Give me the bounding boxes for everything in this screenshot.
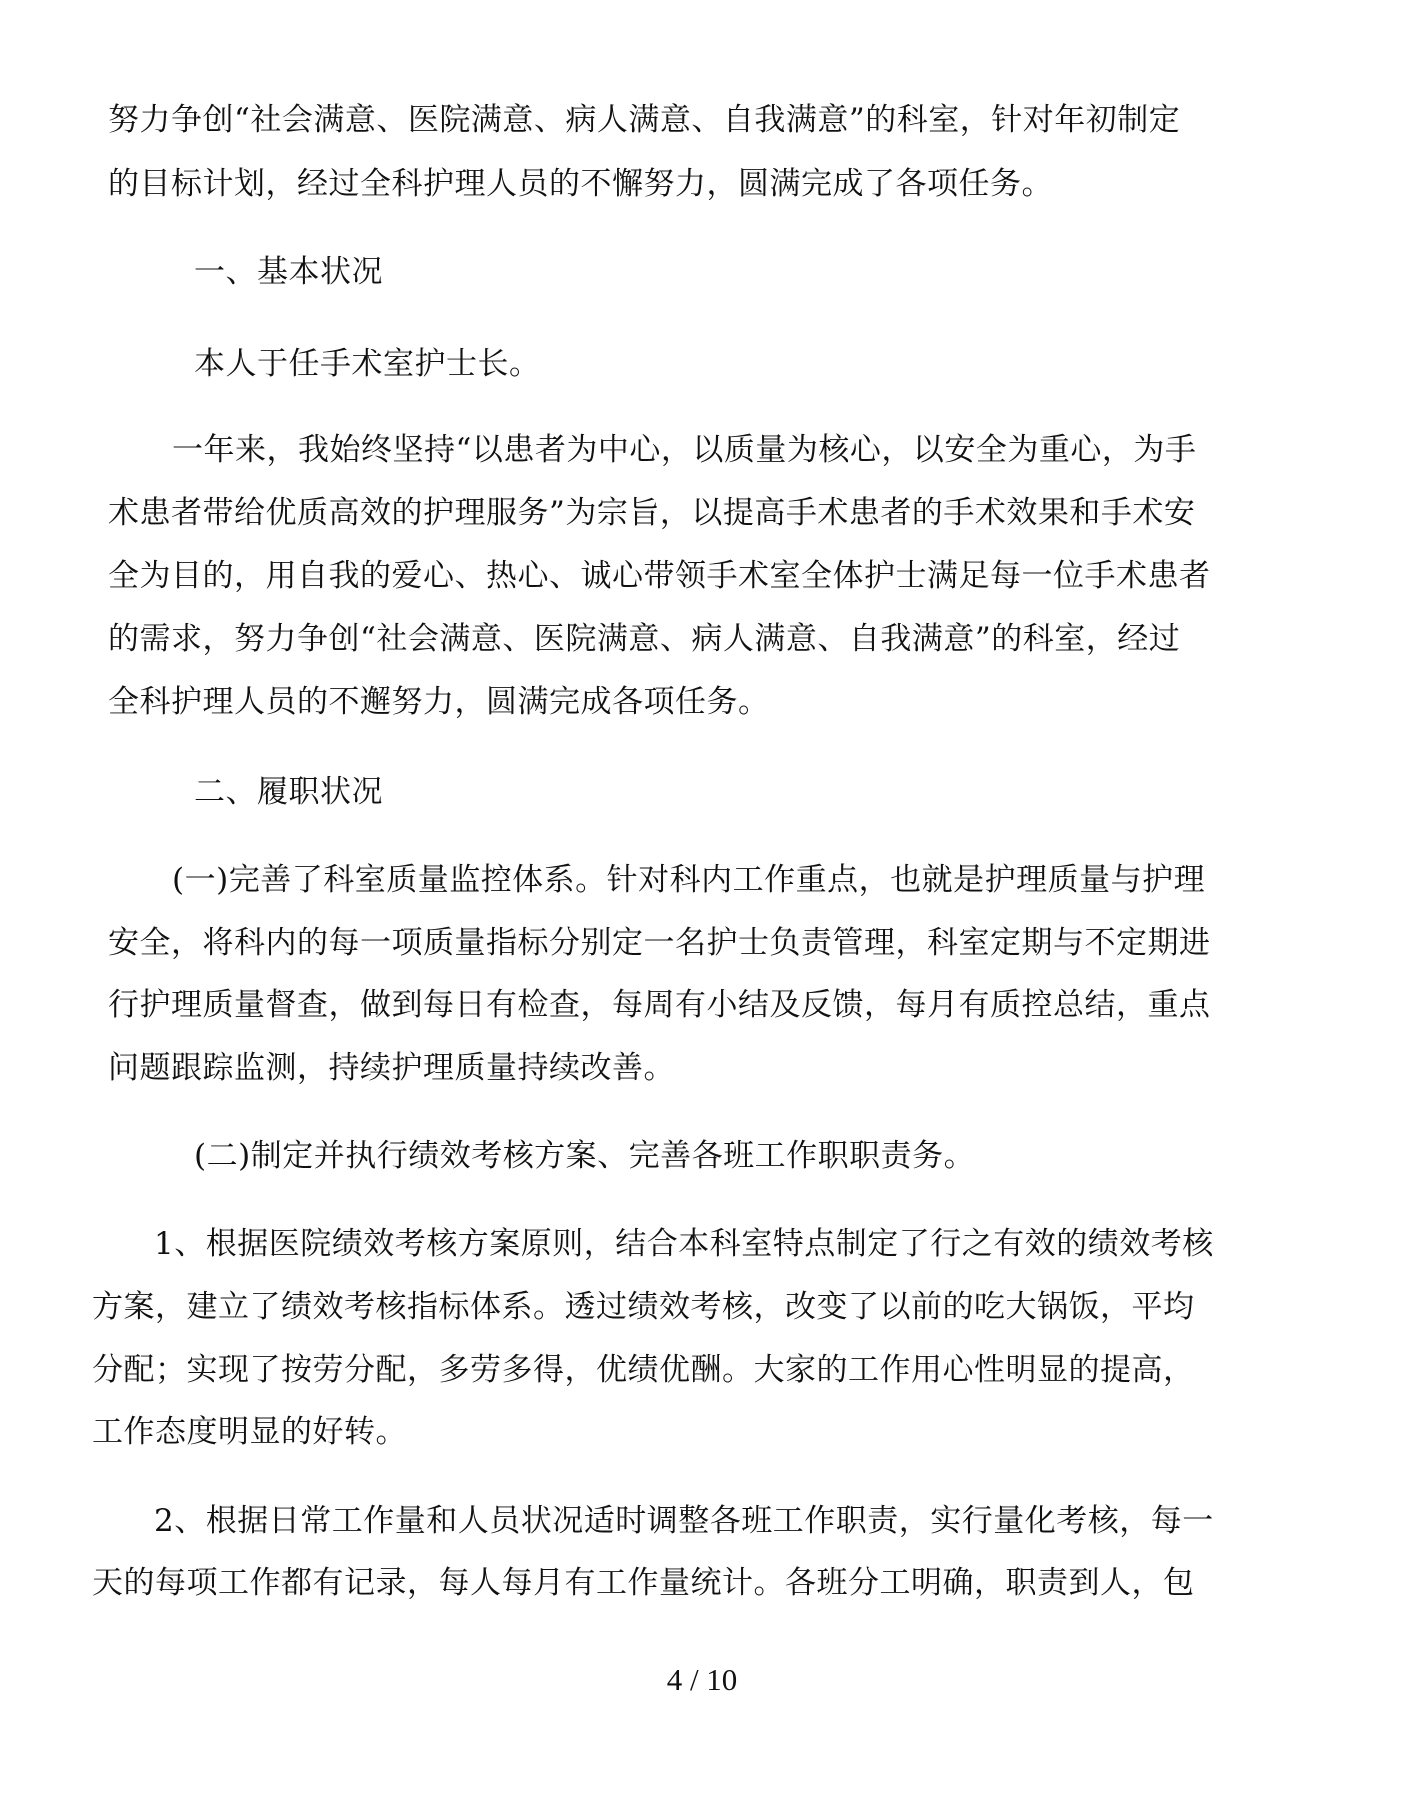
paragraph-line: 行护理质量督查，做到每日有检查，每周有小结及反馈，每月有质控总结，重点 bbox=[108, 987, 1211, 1023]
paragraph-line: 的需求，努力争创“社会满意、医院满意、病人满意、自我满意”的科室，经过 bbox=[108, 621, 1181, 657]
paragraph-line: 一年来，我始终坚持“以患者为中心，以质量为核心，以安全为重心，为手 bbox=[172, 432, 1197, 468]
page-number: 4 / 10 bbox=[666, 1662, 738, 1697]
paragraph-line: 本人于任手术室护士长。 bbox=[194, 346, 541, 382]
paragraph-line: 术患者带给优质高效的护理服务”为宗旨，以提高手术患者的手术效果和手术安 bbox=[108, 495, 1196, 531]
paragraph-line: 全科护理人员的不邂努力，圆满完成各项任务。 bbox=[108, 684, 770, 720]
section-heading: 二、履职状况 bbox=[194, 774, 383, 810]
subsection-heading: (二)制定并执行绩效考核方案、完善各班工作职职责务。 bbox=[194, 1138, 976, 1174]
paragraph-line: (一)完善了科室质量监控体系。针对科内工作重点，也就是护理质量与护理 bbox=[172, 862, 1206, 898]
paragraph-line: 安全，将科内的每一项质量指标分别定一名护士负责管理，科室定期与不定期进 bbox=[108, 925, 1211, 961]
section-heading: 一、基本状况 bbox=[194, 254, 383, 290]
paragraph-line: 努力争创“社会满意、医院满意、病人满意、自我满意”的科室，针对年初制定 bbox=[108, 102, 1181, 138]
paragraph-line: 方案，建立了绩效考核指标体系。透过绩效考核，改变了以前的吃大锅饭，平均 bbox=[92, 1289, 1195, 1325]
paragraph-line: 全为目的，用自我的爱心、热心、诚心带领手术室全体护士满足每一位手术患者 bbox=[108, 558, 1211, 594]
paragraph-line: 1、根据医院绩效考核方案原则，结合本科室特点制定了行之有效的绩效考核 bbox=[154, 1226, 1214, 1262]
paragraph-line: 的目标计划，经过全科护理人员的不懈努力，圆满完成了各项任务。 bbox=[108, 166, 1053, 202]
paragraph-line: 天的每项工作都有记录，每人每月有工作量统计。各班分工明确，职责到人，包 bbox=[92, 1565, 1195, 1601]
paragraph-line: 2、根据日常工作量和人员状况适时调整各班工作职责，实行量化考核，每一 bbox=[154, 1503, 1214, 1539]
paragraph-line: 问题跟踪监测，持续护理质量持续改善。 bbox=[108, 1050, 675, 1086]
paragraph-line: 工作态度明显的好转。 bbox=[92, 1414, 407, 1450]
paragraph-line: 分配；实现了按劳分配，多劳多得，优绩优酬。大家的工作用心性明显的提高， bbox=[92, 1352, 1195, 1388]
